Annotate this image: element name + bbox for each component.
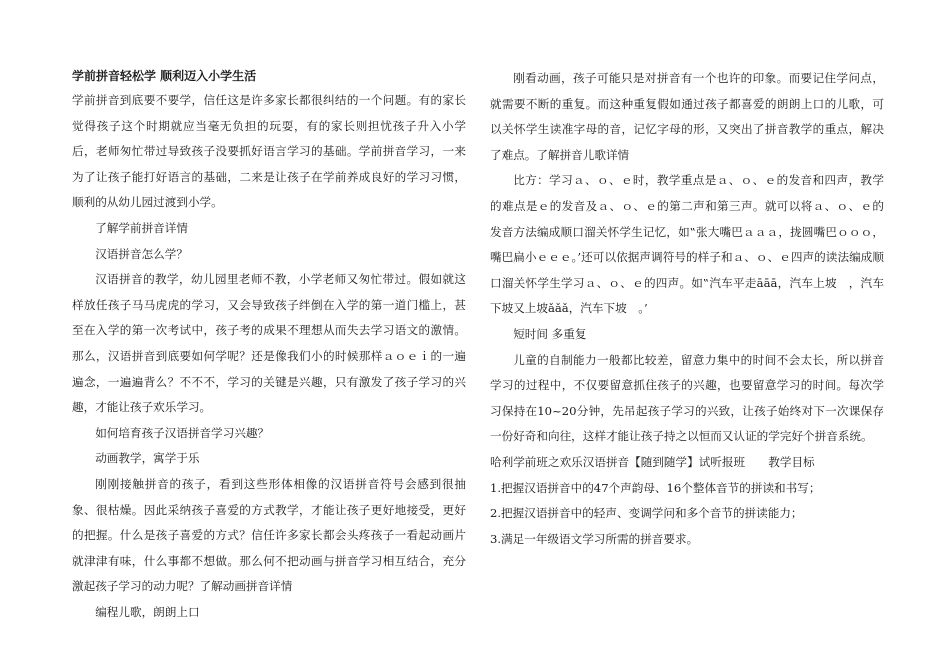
left-column <box>72 66 466 625</box>
paragraph: 儿童的自制能力一般都比较差，留意力集中的时间不会太长，所以拼音学习的过程中，不仅要留意抓住孩子的兴趣，也要留意学习的时间。每次学习保持在10~20分钟，先吊起孩子学习的兴致，让孩子始终对下一次课保存一份好奇和向往，这样才能让孩子持之以恒而又认证的学完好个拼音系统。 <box>490 352 884 444</box>
paragraph: 刚刚接触拼音的孩子，看到这些形体相像的汉语拼音符号会感到很抽象、很枯燥。因此采纳孩子喜爱的方式教学，才能让孩子更好地接受，更好的把握。什么是孩子喜爱的方式？信任许多家长都会头疼孩子一看起动画片就津津有味，什么事都不想做。那么何不把动画与拼音学习相互结合，充分激起孩子学习的动力呢？了解动画拼音详情 <box>72 476 466 594</box>
paragraph: 编程儿歌，朗朗上口 <box>95 604 200 619</box>
article-title: 学前拼音轻松学 顺利迈入小学生活 <box>72 69 257 83</box>
left-body <box>72 88 466 625</box>
paragraph: 汉语拼音的教学，幼儿园里老师不教，小学老师又匆忙带过。假如就这样放任孩子马马虎虎的学习，又会导致孩子绊倒在入学的第一道门槛上，甚至在入学的第一次考试中，孩子考的成果不理想从而失去学习语文的激情。那么，汉语拼音到底要如何学呢？还是像我们小的时候那样ａｏｅｉ的一遍遍念，一遍遍背么？不不不，学习的关键是兴趣，只有激发了孩子学习的兴趣，才能让孩子欢乐学习。 <box>72 272 466 415</box>
paragraph: 2.把握汉语拼音中的轻声、变调学问和多个音节的拼读能力； <box>490 506 803 521</box>
paragraph: 短时间 多重复 <box>513 326 587 341</box>
paragraph: 比方：学习ａ、ｏ、ｅ时，教学重点是ａ、ｏ、ｅ的发音和四声，教学的难点是ｅ的发音及ａ、ｏ、ｅ的第二声和第三声。就可以将ａ、ｏ、ｅ的发音方法编成顺口溜关怀学生记忆，如‟张大嘴巴ａａａ，拢圆嘴巴ｏｏｏ，嘴巴扁小ｅｅｅ。’还可以依据声调符号的样子和ａ、ｏ、ｅ四声的读法编成顺口溜关怀学生学习ａ、ｏ、ｅ的四声。如‟汽车平走āāā，汽车上坡 ，汽车下坡又上坡ǎǎǎ，汽车下坡 。’ <box>490 173 884 316</box>
right-body <box>490 66 884 552</box>
paragraph: 1.把握汉语拼音中的47个声韵母、16个整体音节的拼读和书写； <box>490 480 821 495</box>
paragraph: 刚看动画，孩子可能只是对拼音有一个也许的印象。而要记住学问点，就需要不断的重复。而这种重复假如通过孩子都喜爱的朗朗上口的儿歌，可以关怀学生读准字母的音，记忆字母的形，又突出了拼音教学的重点，解决了难点。了解拼音儿歌详情 <box>490 71 884 162</box>
paragraph: 了解学前拼音详情 <box>95 220 188 235</box>
paragraph: 如何培育孩子汉语拼音学习兴趣？ <box>95 425 270 440</box>
right-column <box>490 66 884 552</box>
paragraph: 学前拼音到底要不要学，信任这是许多家长都很纠结的一个问题。有的家长觉得孩子这个时期就应当毫无负担的玩耍，有的家长则担忧孩子升入小学后，老师匆忙带过导致孩子没要抓好语言学习的基础。学前拼音学习，一来为了让孩子能打好语言的基础，二来是让孩子在学前养成良好的学习习惯，顺利的从幼儿园过渡到小学。 <box>72 93 466 210</box>
paragraph: 汉语拼音怎么学？ <box>95 246 188 261</box>
paragraph: 哈利学前班之欢乐汉语拼音【随到随学】试听报班 教学目标 <box>490 454 815 469</box>
paragraph: 3.满足一年级语文学习所需的拼音要求。 <box>490 531 699 546</box>
paragraph: 动画教学，寓学于乐 <box>95 451 200 466</box>
